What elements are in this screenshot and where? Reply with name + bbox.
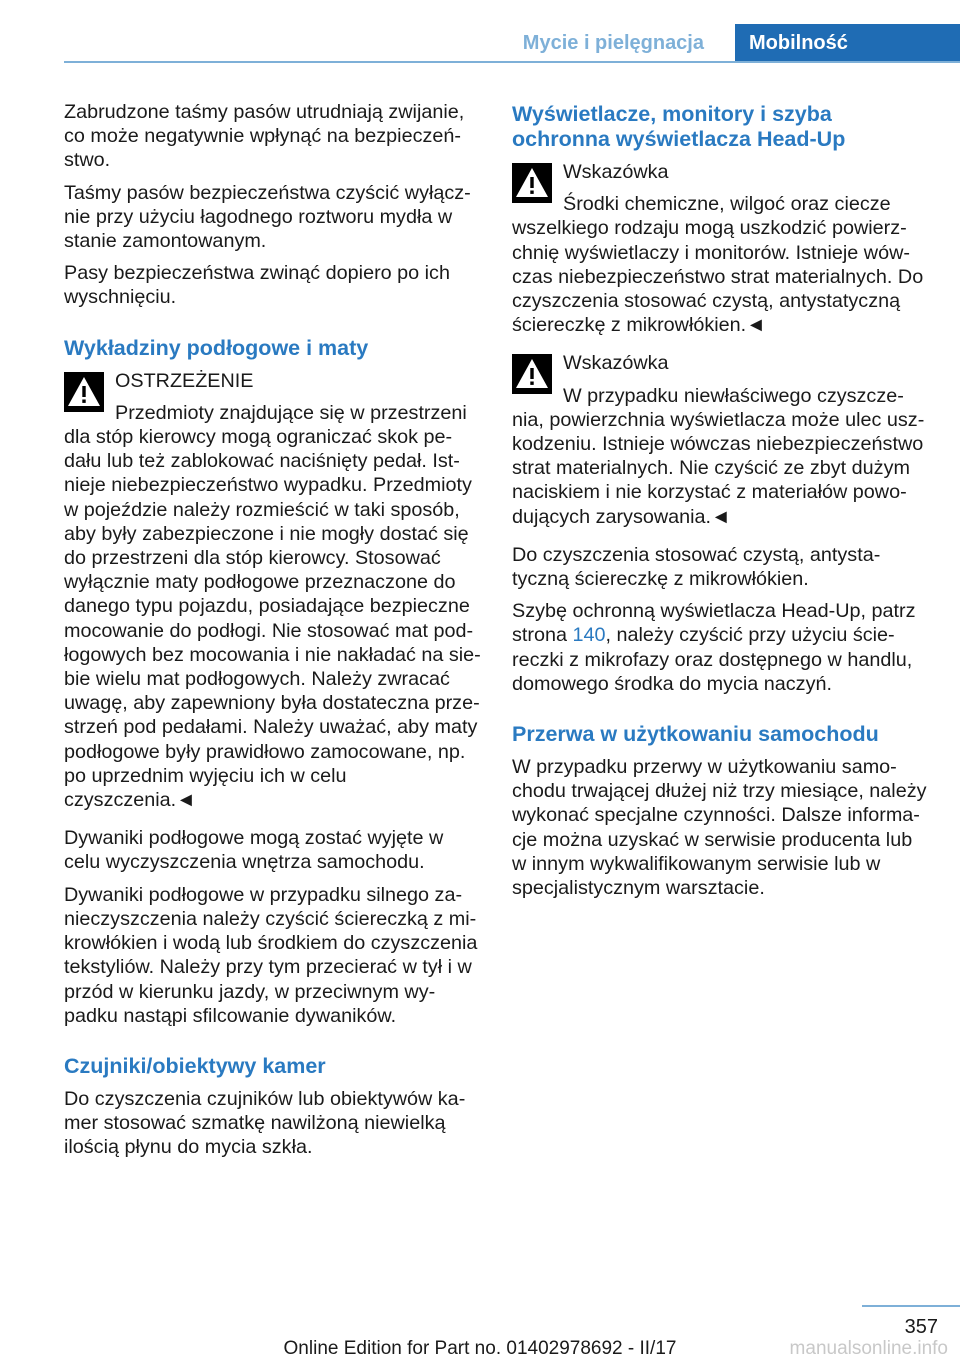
warning-triangle-icon <box>512 354 552 394</box>
paragraph-sensors-cleaning: Do czyszczenia czujników lub obiektywów ka‐mer stosować szmatkę nawilżoną niewielką ilością płynu do mycia szkła. <box>64 1087 466 1159</box>
watermark: manualsonline.info <box>789 1338 948 1359</box>
note-title-1: Wskazówka <box>563 161 669 183</box>
left-column <box>64 100 482 1168</box>
page-header <box>0 0 960 62</box>
warning-title: OSTRZEŻENIE <box>115 369 254 392</box>
edition-footer: Online Edition for Part no. 01402978692 - II/17 <box>283 1338 677 1359</box>
paragraph-mats-removal: Dywaniki podłogowe mogą zostać wyjęte w celu wyczyszczenia wnętrza samochodu. <box>64 827 444 874</box>
header-section-title[interactable]: Mycie i pielęgnacja <box>522 32 704 54</box>
paragraph-display-cloth: Do czyszczenia stosować czystą, antysta‐tyczną ściereczkę z mikrowłókien. <box>512 543 881 591</box>
page-number: 357 <box>904 1316 938 1338</box>
paragraph-belt-drying: Pasy bezpieczeństwa zwinąć dopiero po ich wyschnięciu. <box>64 262 450 309</box>
hud-text-before: Szybę ochronną wyświetlacza Head-Up, patrz strona <box>512 600 916 647</box>
header-chapter-tab[interactable]: Mobilność <box>735 24 960 62</box>
heading-displays: Wyświetlacze, monitory i szyba ochronna wyświetlacza Head-Up <box>512 102 846 151</box>
warning-body: Przedmioty znajdujące się w przestrzeni dla stóp kierowcy mogą ograniczać skok pe‐dału lub też zablokować naciśnięty pedał. Ist‐nieje niebezpieczeństwo wypadku. Przedmioty w pojeździe należy rozmieścić w taki sposób, aby były zabezpieczone i nie mogły dostać się do przestrzeni dla stóp kierowcy. Stosować wyłącznie maty podłogowe przeznaczone do danego typu pojazdu, posiadające bezpieczne mocowanie do podłogi. Nie stosować mat pod‐łogowych bez mocowania i nie nakładać na sie‐bie wielu mat podłogowych. Należy zwracać uwagę, aby zapewniony była dostateczna prze‐strzeń pod pedałami. Należy uważać, aby maty podłogowe były prawidłowo zamocowane, np. po uprzednim wyjęciu ich w celu czyszczenia.◄ <box>64 401 481 812</box>
paragraph-vehicle-storage: W przypadku przerwy w użytkowaniu samo‐chodu trwającej dłużej niż trzy miesiące, należy wykonać specjalne czynności. Dalsze informa‐cje można uzyskać w serwisie producenta lub w innym wykwalifikowanym serwisie lub w specjalistycznym warsztacie. <box>512 756 927 900</box>
paragraph-belt-dirt: Zabrudzone taśmy pasów utrudniają zwijanie, co może negatywnie wpłynąć na bezpieczeń‐stwo. <box>64 101 465 172</box>
paragraph-hud-cleaning <box>512 599 930 696</box>
warning-body-wrap <box>64 401 482 812</box>
warning-block <box>64 369 482 813</box>
heading-sensors-cameras: Czujniki/obiektywy kamer <box>64 1053 326 1078</box>
note-body-1: Środki chemiczne, wilgoć oraz ciecze wszelkiego rodzaju mogą uszkodzić powierz‐chnię wyświetlaczy i monitorów. Istnieje wów‐czas niebezpieczeństwo strat materialnych. Do czyszczenia stosować czystą, antystatyczną ściereczkę z mikrowłókien.◄ <box>512 193 924 337</box>
warning-triangle-icon <box>64 372 104 412</box>
note-body-wrap-1 <box>512 192 930 337</box>
heading-vehicle-storage: Przerwa w użytkowaniu samochodu <box>512 722 879 747</box>
page-reference-link[interactable]: 140 <box>572 624 606 647</box>
note-block-1 <box>512 160 930 337</box>
paragraph-mats-cleaning: Dywaniki podłogowe w przypadku silnego za‐nieczyszczenia należy czyścić ściereczką z mi‐krowłókien i wodą lub środkiem do czyszczenia tekstyliów. Należy przy tym przecierać w tył i w przód w kierunku jazdy, w przeciwnym wy‐padku nastąpi sfilcowanie dywaników. <box>64 883 478 1027</box>
note-block-2 <box>512 351 930 528</box>
note-title-2: Wskazówka <box>563 352 669 375</box>
note-body-wrap-2 <box>512 384 930 529</box>
hud-text-after: , należy czyścić przy użyciu ście‐reczki z mikrofazy oraz dostępnego w handlu, domowego środka do mycia naczyń. <box>512 624 913 695</box>
heading-floor-mats: Wykładziny podłogowe i maty <box>64 335 369 360</box>
warning-triangle-icon <box>512 163 552 203</box>
footer-rule <box>862 1305 960 1307</box>
note-body-2: W przypadku niewłaściwego czyszcze‐nia, powierzchnia wyświetlacza może ulec usz‐kodzeniu. Istnieje wówczas niebezpieczeństwo strat materialnych. Nie czyścić ze zbyt dużym naciskiem i nie korzystać z materiałów powo‐dujących zarysowania.◄ <box>512 384 925 528</box>
paragraph-belt-cleaning: Taśmy pasów bezpieczeństwa czyścić wyłącz‐nie przy użyciu łagodnego roztworu mydła w stanie zamontowanym. <box>64 181 471 253</box>
header-rule <box>64 61 960 63</box>
right-column <box>512 100 930 908</box>
